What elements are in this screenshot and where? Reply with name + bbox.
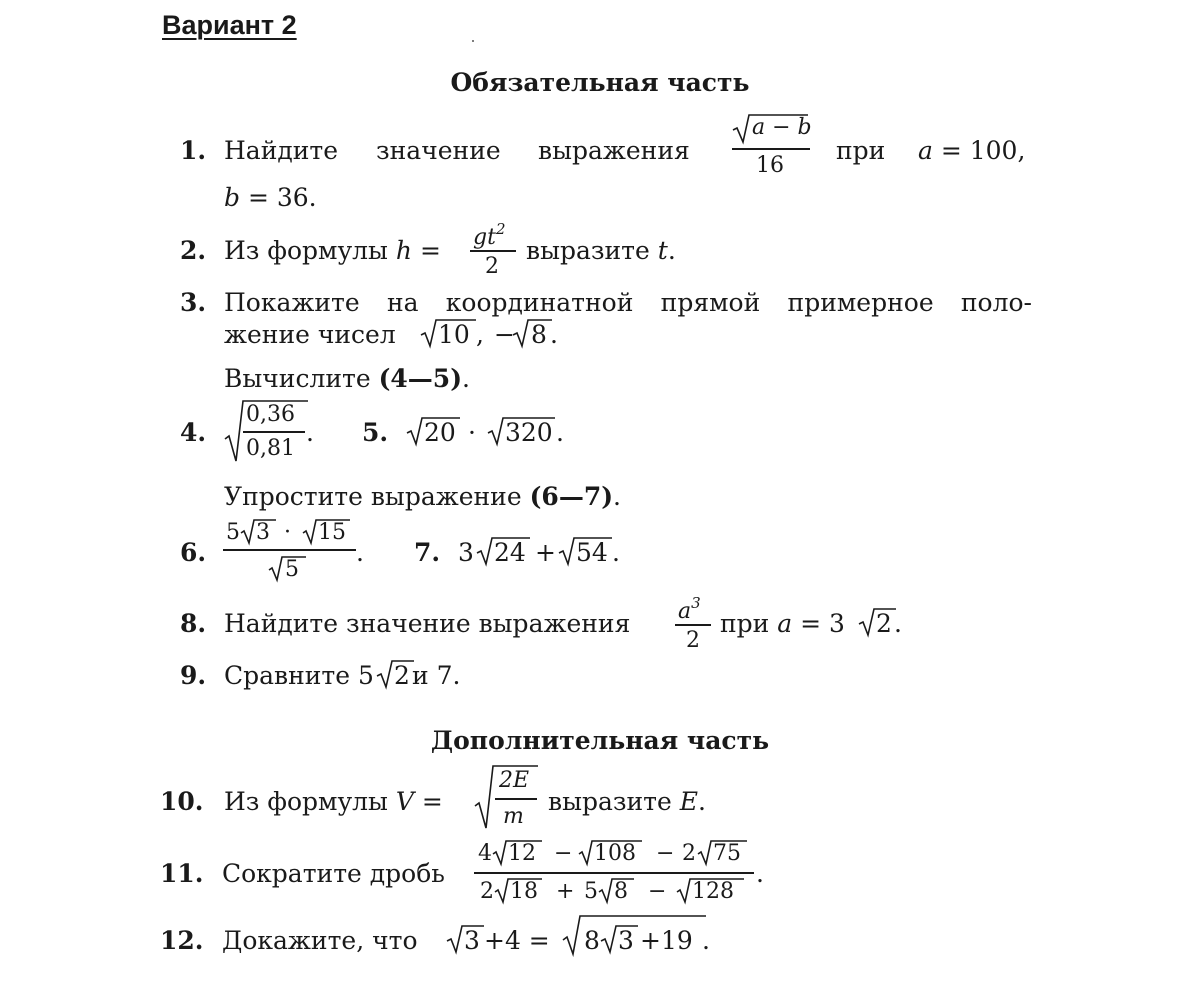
operator: + [556, 879, 575, 904]
problem-text: +4 = [484, 926, 550, 955]
fraction-denominator: 0,81 [246, 436, 295, 461]
radicand: 5 [285, 557, 299, 582]
problem-number: 3. [180, 288, 207, 317]
fraction-denominator: 2 [686, 628, 700, 653]
problem-text: Сократите дробь [222, 859, 445, 888]
problem-number: 10. [160, 787, 204, 816]
fraction-bar [243, 431, 305, 433]
problem-text: Докажите, что [222, 926, 418, 955]
coefficient: 2 [480, 879, 494, 904]
problem-text: · [284, 520, 291, 545]
fraction-numerator: 2E [499, 768, 530, 793]
fraction-bar [732, 148, 810, 150]
fraction-bar [223, 549, 356, 551]
radicand: 15 [318, 520, 346, 545]
problem-text: значение [376, 136, 501, 165]
problem-text: . [702, 926, 710, 955]
radicand: 20 [424, 418, 456, 447]
problem-text: − [494, 320, 515, 349]
problem-text: . [894, 609, 902, 638]
operator: − [648, 879, 667, 904]
problem-number: 11. [160, 859, 204, 888]
fraction-numerator: $a^3$ [678, 594, 701, 624]
problem-number: 1. [180, 136, 207, 165]
simplify-instructions: Упростите выражение (6—7). [224, 482, 621, 511]
problem-text: при [836, 136, 886, 165]
problem-text: выражения [538, 136, 690, 165]
radicand: 2 [876, 609, 892, 638]
radicand: 8 [614, 879, 628, 904]
fraction-denominator: 16 [756, 153, 784, 178]
problem-text: + [535, 538, 556, 567]
coefficient: 5 [584, 879, 598, 904]
problem-text: . [356, 538, 364, 567]
calc-instructions: Вычислите (4—5). [224, 364, 470, 393]
problem-text: +19 [640, 926, 693, 955]
additional-section-heading: Дополнительная часть [430, 726, 770, 755]
problem-number: 2. [180, 236, 207, 265]
coefficient: 2 [682, 841, 696, 866]
problem-text: . [756, 859, 764, 888]
fraction-bar [470, 250, 516, 252]
fraction-numerator: 0,36 [246, 402, 295, 427]
fraction-denominator: 2 [485, 254, 499, 279]
problem-text: . [612, 538, 620, 567]
radicand: 24 [494, 538, 526, 567]
radicand: 128 [692, 879, 734, 904]
problem-text: . [556, 418, 564, 447]
problem-text: Найдите [224, 136, 339, 165]
problem-text: · [468, 418, 476, 447]
fraction-bar [495, 798, 537, 800]
radicand: 3 [618, 926, 634, 955]
radicand: 12 [508, 841, 536, 866]
radicand: 320 [505, 418, 553, 447]
radicand: 3 [464, 926, 480, 955]
fraction-bar [675, 624, 711, 626]
problem-text: выразите E. [548, 787, 706, 816]
scan-speck [472, 40, 474, 42]
variant-title: Вариант 2 [162, 10, 297, 40]
radicand: 10 [438, 320, 470, 349]
condition-a: a = 100, [918, 136, 1026, 165]
radicand: 2 [394, 661, 410, 690]
radicand: 3 [256, 520, 270, 545]
problem-text: Сравните 5 [224, 661, 374, 690]
problem-text: Найдите значение выражения [224, 609, 631, 638]
radicand: 75 [713, 841, 741, 866]
operator: − [656, 841, 675, 866]
radicand: 8 [531, 320, 547, 349]
fraction-numerator: $gt^2$ [473, 220, 506, 250]
problem-text: и 7. [412, 661, 461, 690]
radicand: 108 [594, 841, 636, 866]
problem-number: 7. [414, 538, 441, 567]
fraction-numerator: a − b [752, 115, 812, 140]
radicand: 18 [510, 879, 538, 904]
problem-text: жение чисел [224, 320, 396, 349]
radicand: 54 [576, 538, 608, 567]
problem-text: . [550, 320, 558, 349]
fraction-bar [474, 872, 754, 874]
problem-text: Из формулы h = [224, 236, 441, 265]
problem-text: при a = 3 [720, 609, 845, 638]
problem-text: . [306, 418, 314, 447]
fraction-denominator: m [503, 804, 524, 829]
coefficient: 3 [458, 538, 474, 567]
problem-number: 9. [180, 661, 207, 690]
problem-text: , [476, 320, 484, 349]
problem-text: выразите t. [526, 236, 676, 265]
problem-number: 5. [362, 418, 389, 447]
condition-b: b = 36. [224, 183, 317, 212]
problem-text: Покажите на координатной прямой примерное поло- [224, 288, 1032, 317]
operator: − [554, 841, 573, 866]
problem-number: 12. [160, 926, 204, 955]
problem-number: 8. [180, 609, 207, 638]
problem-text: Из формулы V = [224, 787, 443, 816]
problem-number: 6. [180, 538, 207, 567]
coefficient: 8 [584, 926, 600, 955]
required-section-heading: Обязательная часть [450, 68, 750, 97]
coefficient: 5 [226, 520, 240, 545]
coefficient: 4 [478, 841, 492, 866]
problem-number: 4. [180, 418, 207, 447]
